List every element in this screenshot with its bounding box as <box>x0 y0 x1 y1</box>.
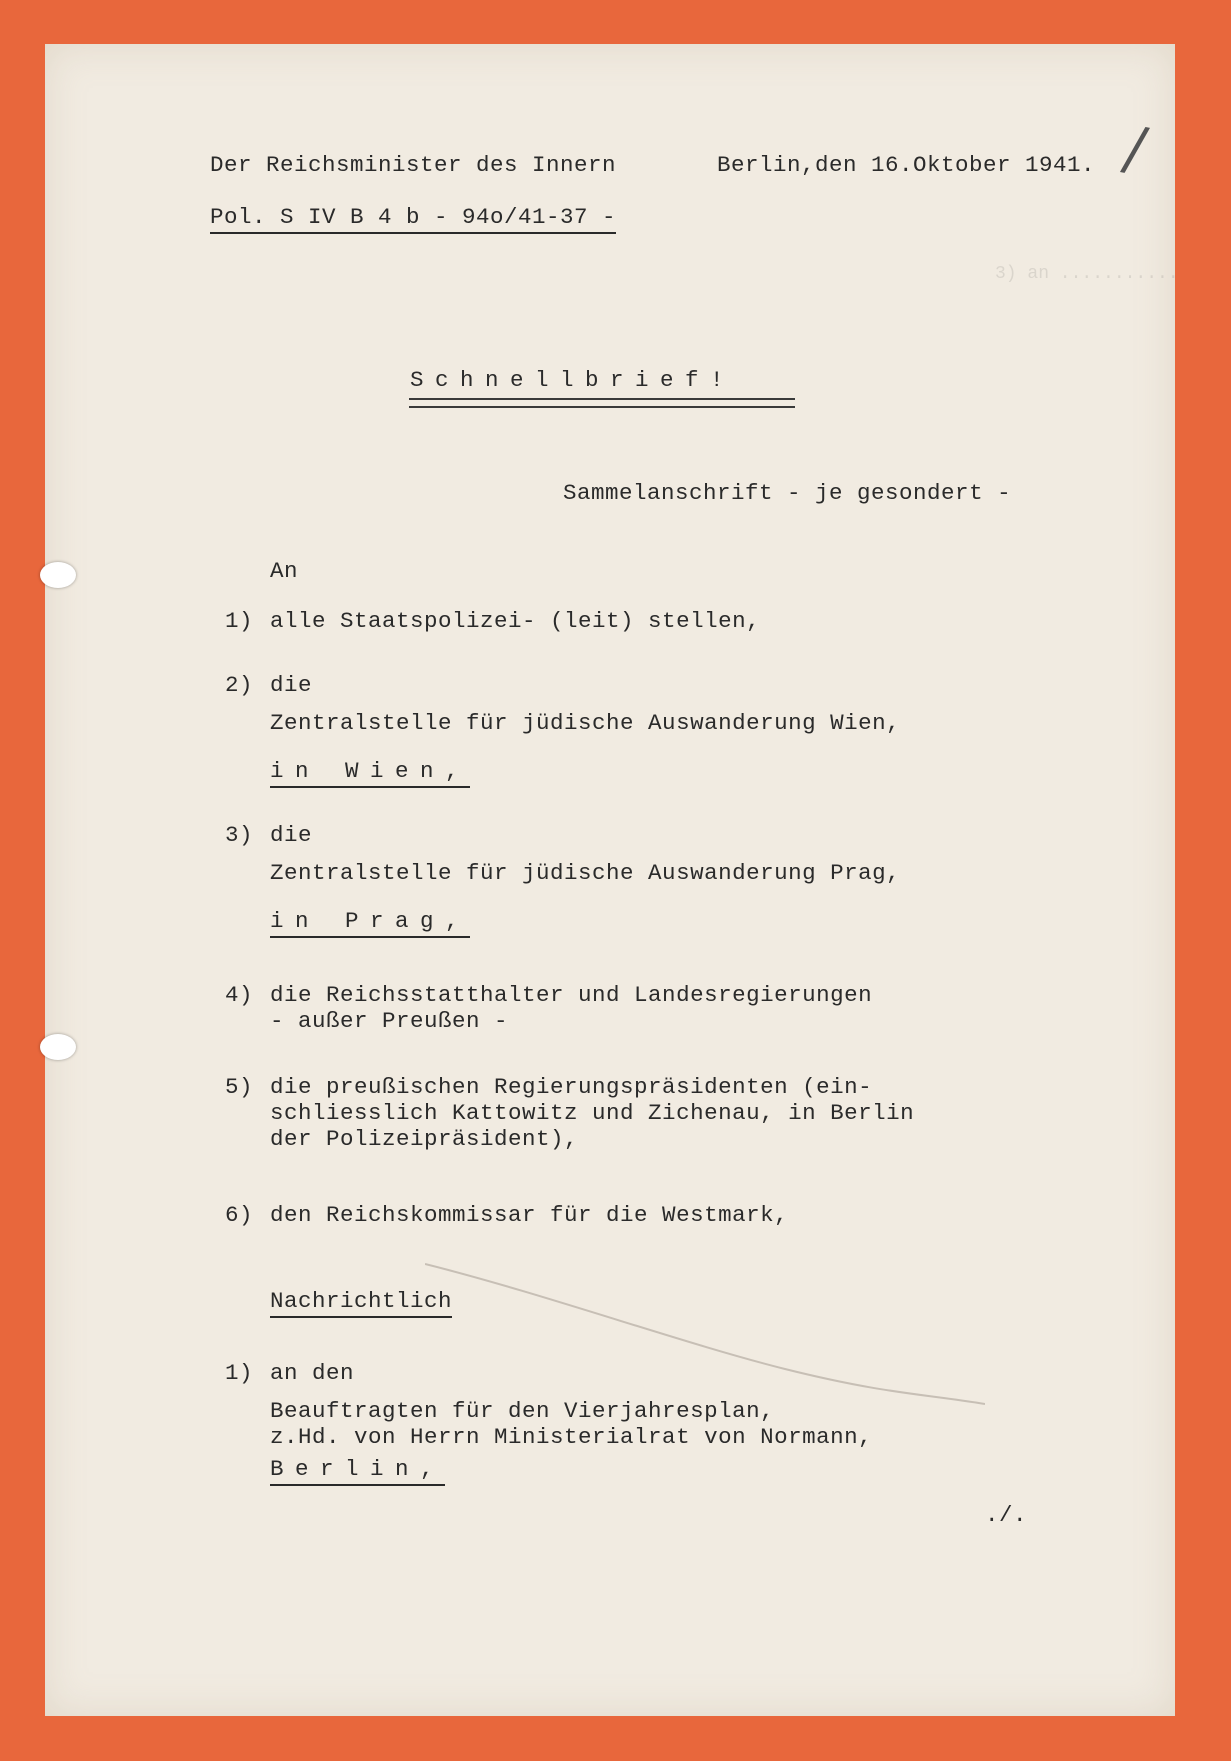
recipient-4-number: 4) <box>225 982 254 1008</box>
cc-1-line-1: an den <box>270 1360 355 1386</box>
title-double-underline <box>409 398 795 408</box>
recipient-5-line-2: schliesslich Kattowitz und Zichenau, in Berlin <box>270 1100 915 1126</box>
cc-1-city: Berlin, <box>270 1458 445 1486</box>
show-through-text: 3) an ........... <box>995 264 1179 284</box>
recipient-3-city: in Prag, <box>270 910 470 938</box>
recipient-2-line-1: die <box>270 672 313 698</box>
punch-hole <box>40 1034 76 1060</box>
recipient-5-number: 5) <box>225 1074 254 1100</box>
cc-label: Nachrichtlich <box>270 1290 452 1318</box>
recipient-3-line-1: die <box>270 822 313 848</box>
cc-1-number: 1) <box>225 1360 254 1386</box>
place-date: Berlin,den 16.Oktober 1941. <box>717 152 1096 178</box>
reference-number: Pol. S IV B 4 b - 94o/41-37 - <box>210 206 616 234</box>
recipient-3-number: 3) <box>225 822 254 848</box>
recipient-2-city: in Wien, <box>270 760 470 788</box>
recipient-2-number: 2) <box>225 672 254 698</box>
collective-address: Sammelanschrift - je gesondert - <box>563 480 1012 506</box>
recipient-4-line-2: - außer Preußen - <box>270 1008 509 1034</box>
cc-1-line-2: Beauftragten für den Vierjahresplan, <box>270 1398 775 1424</box>
recipient-5-line-3: der Polizeipräsident), <box>270 1126 579 1152</box>
recipient-1-line-1: alle Staatspolizei- (leit) stellen, <box>270 608 761 634</box>
to-label: An <box>270 558 299 584</box>
punch-hole <box>40 562 76 588</box>
sender-line: Der Reichsminister des Innern <box>210 152 617 178</box>
recipient-4-line-1: die Reichsstatthalter und Landesregierungen <box>270 982 873 1008</box>
paper-crease <box>425 1254 985 1414</box>
recipient-1-number: 1) <box>225 608 254 634</box>
continuation-mark: ./. <box>985 1502 1028 1528</box>
cc-1-line-3: z.Hd. von Herrn Ministerialrat von Normann, <box>270 1424 873 1450</box>
page-number-mark: / <box>1117 112 1153 186</box>
recipient-5-line-1: die preußischen Regierungspräsidenten (ein- <box>270 1074 873 1100</box>
document-title: Schnellbrief! <box>410 367 736 393</box>
recipient-6-number: 6) <box>225 1202 254 1228</box>
recipient-2-line-2: Zentralstelle für jüdische Auswanderung Wien, <box>270 710 901 736</box>
document-page <box>45 44 1179 1716</box>
recipient-3-line-2: Zentralstelle für jüdische Auswanderung Prag, <box>270 860 901 886</box>
recipient-6-line-1: den Reichskommissar für die Westmark, <box>270 1202 789 1228</box>
